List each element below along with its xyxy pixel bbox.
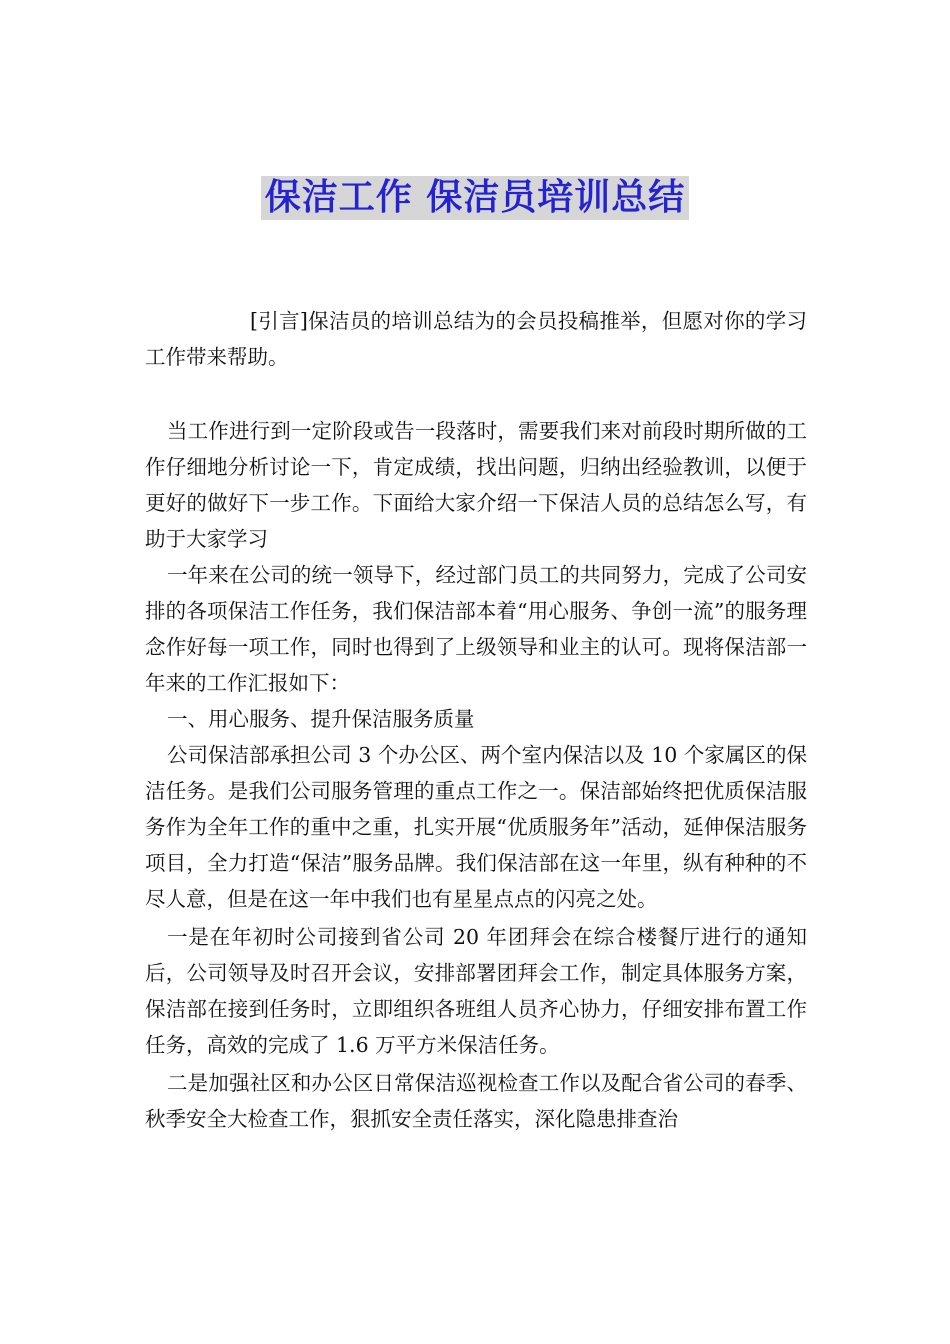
section-heading: 一、用心服务、提升保洁服务质量: [167, 707, 475, 731]
title-container: [0, 176, 950, 220]
paragraph-item-one: 一是在年初时公司接到省公司 20 年团拜会在综合楼餐厅进行的通知后，公司领导及时召开会议，安排部署团拜会工作，制定具体服务方案，保洁部在接到任务时，立即组织各班组人员齐心协力，仔细安排布置工作任务，高效的完成了 1.6 万平方米保洁任务。: [145, 925, 807, 1057]
paragraph-scope: 公司保洁部承担公司 3 个办公区、两个室内保洁以及 10 个家属区的保洁任务。是我们公司服务管理的重点工作之一。保洁部始终把优质保洁服务作为全年工作的重中之重，扎实开展“优质服务年”活动，延伸保洁服务项目，全力打造“保洁”服务品牌。我们保洁部在这一年里，纵有种种的不尽人意，但是在这一年中我们也有星星点点的闪亮之处。: [145, 743, 807, 911]
intro-paragraph: [引言]保洁员的培训总结为的会员投稿推举，但愿对你的学习工作带来帮助。: [145, 309, 807, 369]
main-body: [145, 413, 807, 1137]
paragraph-overview: 当工作进行到一定阶段或告一段落时，需要我们来对前段时期所做的工作仔细地分析讨论一下，肯定成绩，找出问题，归纳出经验教训，以便于更好的做好下一步工作。下面给大家介绍一下保洁人员的总结怎么写，有助于大家学习: [145, 419, 807, 551]
document-title: 保洁工作 保洁员培训总结: [261, 176, 690, 220]
paragraph-item-two: 二是加强社区和办公区日常保洁巡视检查工作以及配合省公司的春季、秋季安全大检查工作，狠抓安全责任落实，深化隐患排查治: [145, 1071, 807, 1131]
intro-block: [145, 303, 807, 375]
paragraph-summary: 一年来在公司的统一领导下，经过部门员工的共同努力，完成了公司安排的各项保洁工作任务，我们保洁部本着“用心服务、争创一流”的服务理念作好每一项工作，同时也得到了上级领导和业主的认可。现将保洁部一年来的工作汇报如下：: [145, 563, 807, 695]
